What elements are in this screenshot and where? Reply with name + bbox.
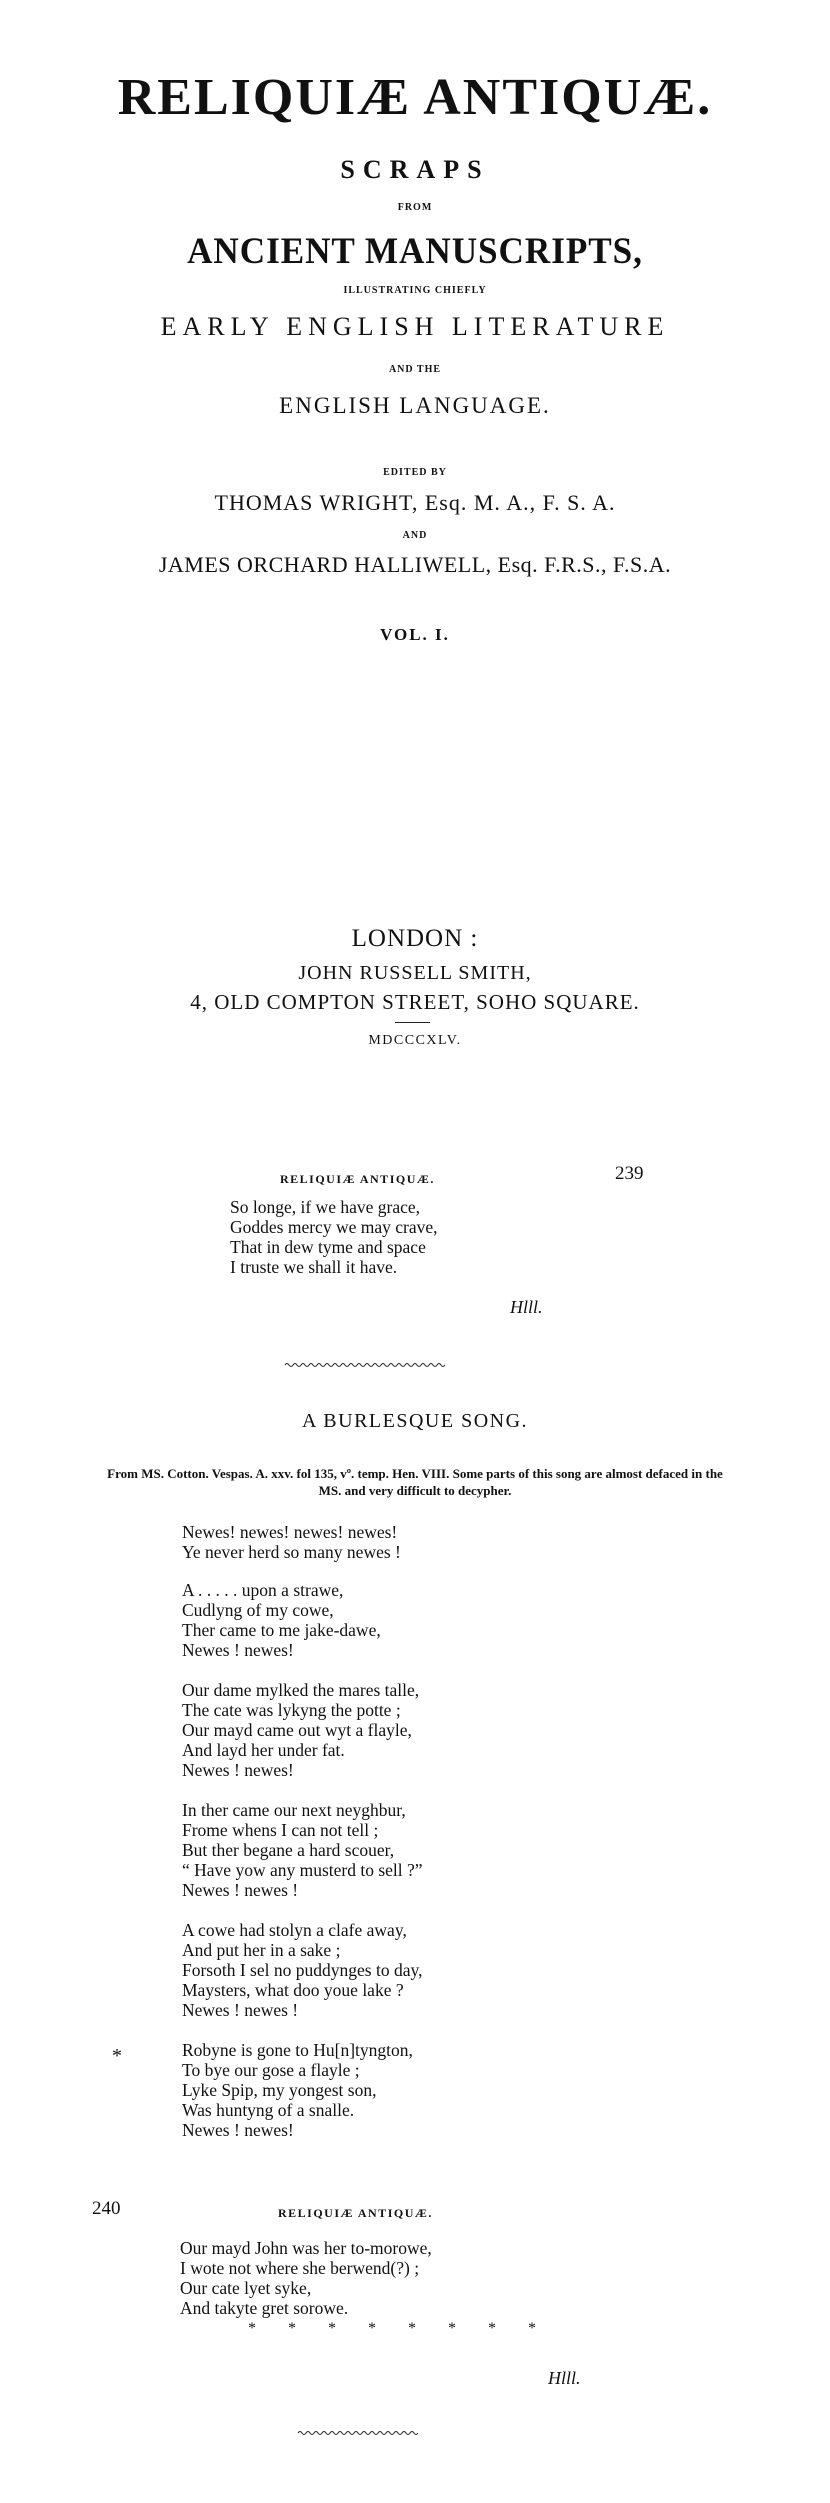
signature-239: Hlll. — [510, 1297, 543, 1317]
subtitle-early-english: EARLY ENGLISH LITERATURE — [160, 312, 670, 341]
ornamental-rule-2 — [298, 2430, 418, 2436]
subtitle-from: FROM — [397, 202, 433, 213]
volume-label: VOL. I. — [380, 625, 450, 644]
book-title: RELIQUIÆ ANTIQUÆ. — [117, 69, 713, 126]
page-number-239: 239 — [615, 1163, 644, 1184]
stanza-3: Our dame mylked the mares talle, The cate was lykyng the potte ; Our mayd came out wyt a flayle, And layd her under fat. Newes ! newes! — [182, 1680, 420, 1780]
stanza-2: A . . . . . upon a strawe, Cudlyng of my cowe, Ther came to me jake-dawe, Newes ! newes! — [182, 1580, 381, 1660]
stanza-5: A cowe had stolyn a clafe away, And put her in a sake ; Forsoth I sel no puddynges to day, Maysters, what doo youe lake ? Newes ! newes ! — [182, 1920, 423, 2020]
ornamental-rule-1 — [285, 1362, 445, 1368]
editor-halliwell: JAMES ORCHARD HALLIWELL, Esq. F.R.S., F.S.A. — [158, 552, 672, 577]
verse-240: Our mayd John was her to-morowe, I wote not where she berwend(?) ; Our cate lyet syke, And takyte gret sorowe. — [180, 2238, 432, 2318]
subtitle-english-language: ENGLISH LANGUAGE. — [279, 393, 551, 418]
imprint-rule — [395, 1022, 430, 1023]
and-label: AND — [402, 530, 428, 541]
margin-asterisk: * — [112, 2045, 122, 2067]
subtitle-and-the: AND THE — [388, 364, 442, 375]
running-head-240: RELIQUIÆ ANTIQUÆ. — [278, 2206, 433, 2220]
source-note: From MS. Cotton. Vespas. A. xxv. fol 135, vº. temp. Hen. VIII. Some parts of this song are almost defaced in the MS. and very difficult to decypher. — [107, 1466, 723, 1498]
stanza-6: Robyne is gone to Hu[n]tyngton, To bye our gose a flayle ; Lyke Spip, my yongest son, Was huntyng of a snalle. Newes ! newes! — [182, 2040, 413, 2140]
page-number-240: 240 — [92, 2198, 121, 2219]
song-title: A BURLESQUE SONG. — [301, 1410, 529, 1432]
signature-240: Hlll. — [548, 2368, 581, 2388]
stanza-1: Newes! newes! newes! newes! Ye never herd so many newes ! — [182, 1522, 401, 1562]
omission-stars: * * * * * * * * — [248, 2320, 550, 2337]
imprint-year: MDCCCXLV. — [368, 1033, 462, 1048]
stanza-4: In ther came our next neyghbur, Frome whens I can not tell ; But ther begane a hard scouer, “ Have yow any musterd to sell ?” Newes ! newes ! — [182, 1800, 423, 1900]
imprint-address: 4, OLD COMPTON STREET, SOHO SQUARE. — [190, 990, 640, 1014]
verse-closing-239: So longe, if we have grace, Goddes mercy we may crave, That in dew tyme and space I truste we shall it have. — [230, 1197, 438, 1277]
subtitle-ancient-manuscripts: ANCIENT MANUSCRIPTS, — [187, 231, 643, 272]
imprint-place: LONDON : — [351, 925, 479, 952]
subtitle-scraps: SCRAPS — [340, 155, 490, 184]
running-head-239: RELIQUIÆ ANTIQUÆ. — [280, 1172, 435, 1186]
editor-wright: THOMAS WRIGHT, Esq. M. A., F. S. A. — [214, 490, 616, 515]
imprint-publisher: JOHN RUSSELL SMITH, — [298, 962, 532, 984]
edited-by-label: EDITED BY — [383, 467, 447, 478]
subtitle-illustrating: ILLUSTRATING CHIEFLY — [343, 285, 487, 296]
